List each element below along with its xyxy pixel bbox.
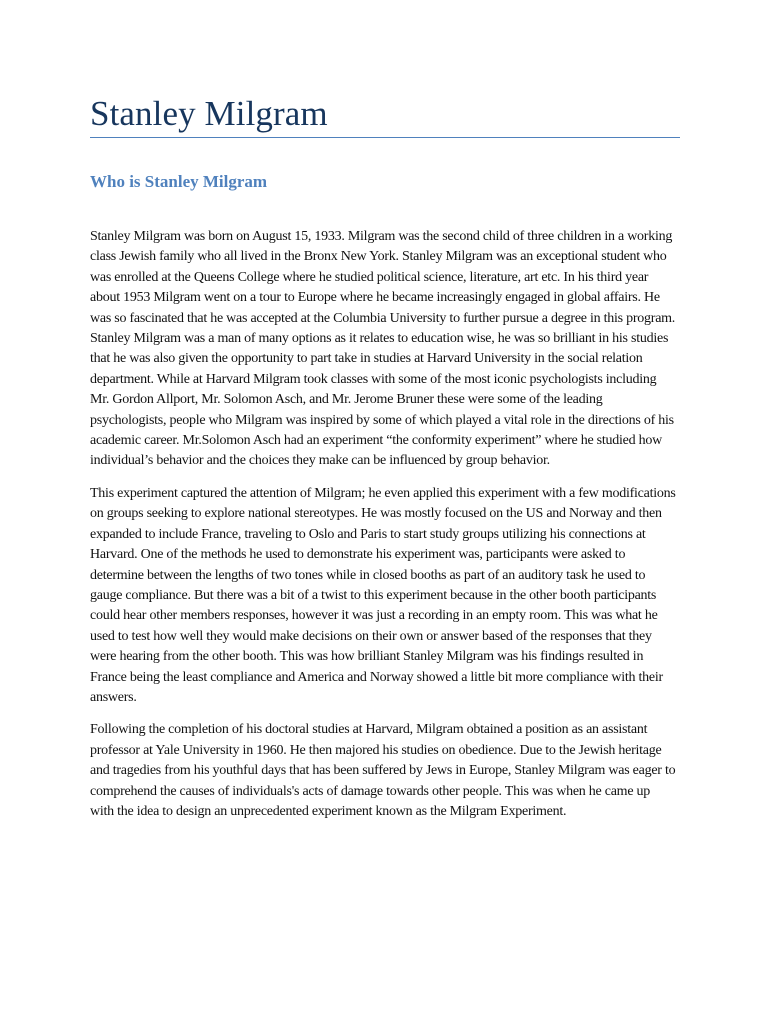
document-body <box>90 227 676 834</box>
paragraph-1: Stanley Milgram was born on August 15, 1933. Milgram was the second child of three children in a working class Jewish family who all lived in the Bronx New York. Stanley Milgram was an exceptional student who was enrolled at the Queens College where he studied political science, literature, art etc. In his third year about 1953 Milgram went on a tour to Europe where he became increasingly engaged in global affairs. He was so fascinated that he was accepted at the Columbia University to further pursue a degree in this program. Stanley Milgram was a man of many options as it relates to education wise, he was so brilliant in his studies that he was also given the opportunity to part take in studies at Harvard University in the social relation department. While at Harvard Milgram took classes with some of the most iconic psychologists including Mr. Gordon Allport, Mr. Solomon Asch, and Mr. Jerome Bruner these were some of the leading psychologists, people who Milgram was inspired by some of which played a vital role in the directions of his academic career. Mr.Solomon Asch had an experiment “the conformity experiment” where he studied how individual’s behavior and the choices they make can be influenced by group behavior. <box>90 229 676 469</box>
section-heading: Who is Stanley Milgram <box>90 172 268 191</box>
title-underline-rule <box>90 137 680 138</box>
paragraph-3: Following the completion of his doctoral studies at Harvard, Milgram obtained a position as an assistant professor at Yale University in 1960. He then majored his studies on obedience. Due to the Jewish heritage and tragedies from his youthful days that has been suffered by Jews in Europe, Stanley Milgram was eager to comprehend the causes of individuals's acts of damage towards other people. This was when he came up with the idea to design an unprecedented experiment known as the Milgram Experiment. <box>90 722 676 819</box>
document-title: Stanley Milgram <box>90 94 328 133</box>
paragraph-2: This experiment captured the attention of Milgram; he even applied this experiment with a few modifications on groups seeking to explore national stereotypes. He was mostly focused on the US and Norway and then expanded to include France, traveling to Oslo and Paris to start study groups utilizing his connections at Harvard. One of the methods he used to demonstrate his experiment was, participants were asked to determine between the lengths of two tones while in closed booths as part of an auditory task he used to gauge compliance. But there was a bit of a twist to this experiment because in the other booth participants could hear other members responses, however it was just a recording in an empty room. This was what he used to test how well they would make decisions on their own or answer based of the responses that they were hearing from the other booth. This was how brilliant Stanley Milgram was his findings resulted in France being the least compliance and America and Norway showed a little bit more compliance with their answers. <box>90 485 676 705</box>
